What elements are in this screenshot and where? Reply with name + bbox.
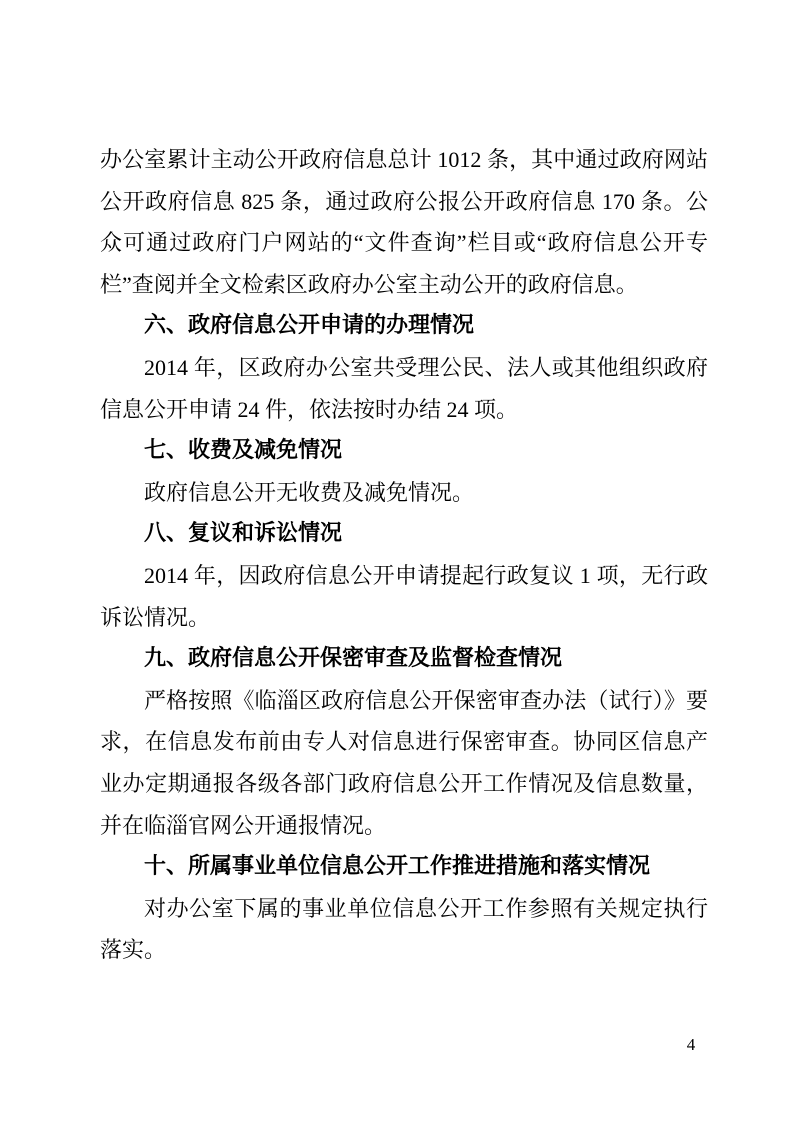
paragraph-active-disclosure-totals: 办公室累计主动公开政府信息总计 1012 条，其中通过政府网站公开政府信息 825 条，通过政府公报公开政府信息 170 条。公众可通过政府门户网站的“文件查询”栏目或“政府信息公开专栏”查阅并全文检索区政府办公室主动公开的政府信息。 [100, 147, 708, 297]
page-number: 4 [686, 1035, 696, 1054]
paragraph-fees-waivers: 政府信息公开无收费及减免情况。 [144, 479, 475, 505]
section-heading-10-subordinate-units: 十、所属事业单位信息公开工作推进措施和落实情况 [144, 854, 651, 880]
section-heading-7-fees-waivers: 七、收费及减免情况 [144, 438, 343, 464]
paragraph-confidentiality-review: 严格按照《临淄区政府信息公开保密审查办法（试行）》要求，在信息发布前由专人对信息进行保密审查。协同区信息产业办定期通报各级各部门政府信息公开工作情况及信息数量，并在临淄官网公开通报情况。 [100, 687, 708, 838]
section-heading-8-review-litigation: 八、复议和诉讼情况 [144, 521, 343, 547]
paragraph-subordinate-units: 对办公室下属的事业单位信息公开工作参照有关规定执行落实。 [100, 895, 708, 963]
section-heading-9-confidentiality-review: 九、政府信息公开保密审查及监督检查情况 [144, 646, 563, 672]
paragraph-review-litigation: 2014 年，因政府信息公开申请提起行政复议 1 项，无行政诉讼情况。 [100, 562, 708, 630]
section-heading-6-application-handling: 六、政府信息公开申请的办理情况 [144, 313, 475, 339]
document-body [100, 139, 708, 971]
paragraph-application-handling: 2014 年，区政府办公室共受理公民、法人或其他组织政府信息公开申请 24 件，依法按时办结 24 项。 [100, 354, 708, 422]
